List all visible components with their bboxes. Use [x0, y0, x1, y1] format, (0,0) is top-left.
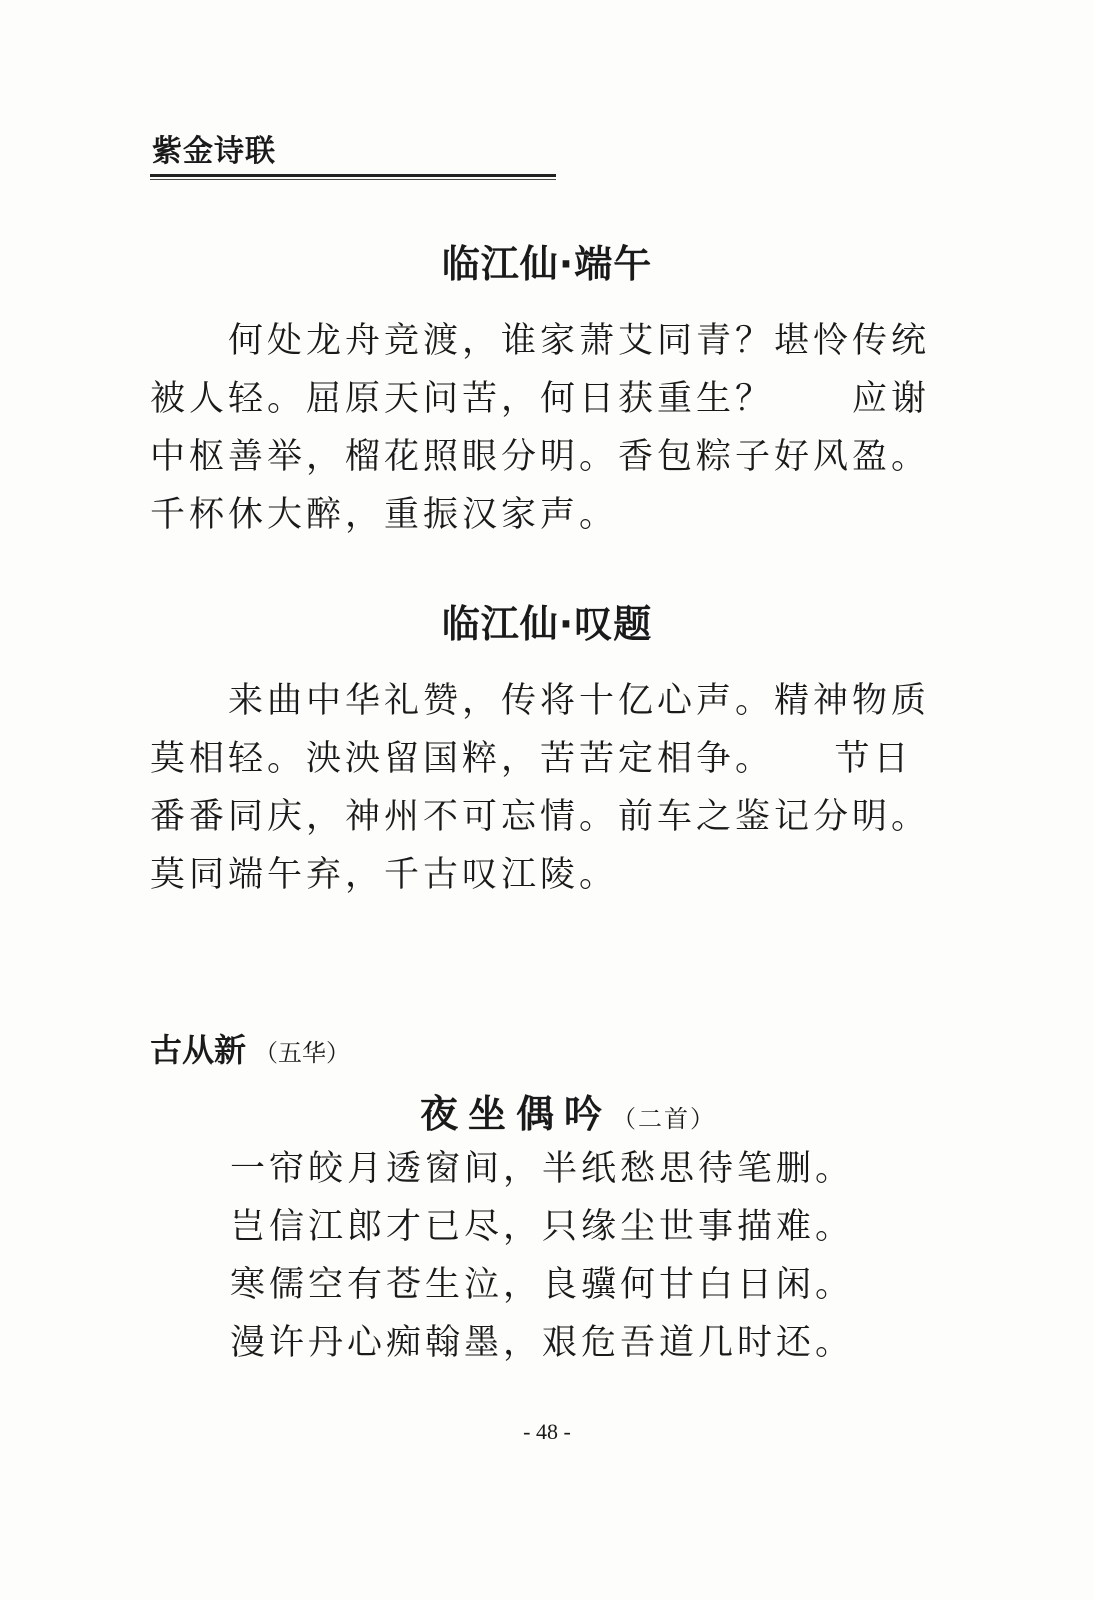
poem-line: 番番同庆，神州不可忘情。前车之鉴记分明。	[150, 797, 931, 837]
poem-line: 中枢善举，榴花照眼分明。香包粽子好风盈。	[150, 437, 931, 477]
author-byline	[150, 1030, 350, 1073]
poem-title-3-text: 夜坐偶吟	[420, 1092, 613, 1136]
header-rule	[150, 174, 556, 177]
poem-title-2: 临江仙·叹题	[441, 602, 653, 646]
poem-line: 来曲中华礼赞，传将十亿心声。精神物质	[150, 681, 931, 721]
poem-line: 岂信江郎才已尽，只缘尘世事描难。	[230, 1207, 855, 1247]
poem-line: 莫同端午弃，千古叹江陵。	[150, 855, 619, 895]
poem-title-1: 临江仙·端午	[441, 242, 653, 286]
poem-body-2	[150, 672, 950, 904]
poem-body-1	[150, 312, 950, 544]
poem-line: 一帘皎月透窗间，半纸愁思待笔删。	[230, 1149, 855, 1189]
poem-title-3-note: （二首）	[612, 1105, 717, 1133]
running-title: 紫金诗联	[152, 134, 276, 169]
running-header	[150, 134, 556, 180]
poem-title-3	[420, 1090, 716, 1143]
poem-line: 千杯休大醉，重振汉家声。	[150, 495, 619, 535]
header-rule-thin	[150, 179, 556, 180]
poem-line: 莫相轻。泱泱留国粹，苦苦定相争。 节日	[150, 739, 913, 779]
poem-line: 寒儒空有苍生泣，良骥何甘白日闲。	[230, 1265, 855, 1305]
page-number: - 48 -	[523, 1419, 571, 1444]
author-name: 古从新	[150, 1031, 247, 1069]
author-place: （五华）	[254, 1039, 351, 1067]
poem-line: 何处龙舟竞渡，谁家萧艾同青？堪怜传统	[150, 321, 931, 361]
poem-line: 被人轻。屈原天问苦，何日获重生？ 应谢	[150, 379, 931, 419]
poem-line: 漫许丹心痴翰墨，艰危吾道几时还。	[230, 1323, 855, 1363]
poem-body-3	[230, 1140, 854, 1372]
